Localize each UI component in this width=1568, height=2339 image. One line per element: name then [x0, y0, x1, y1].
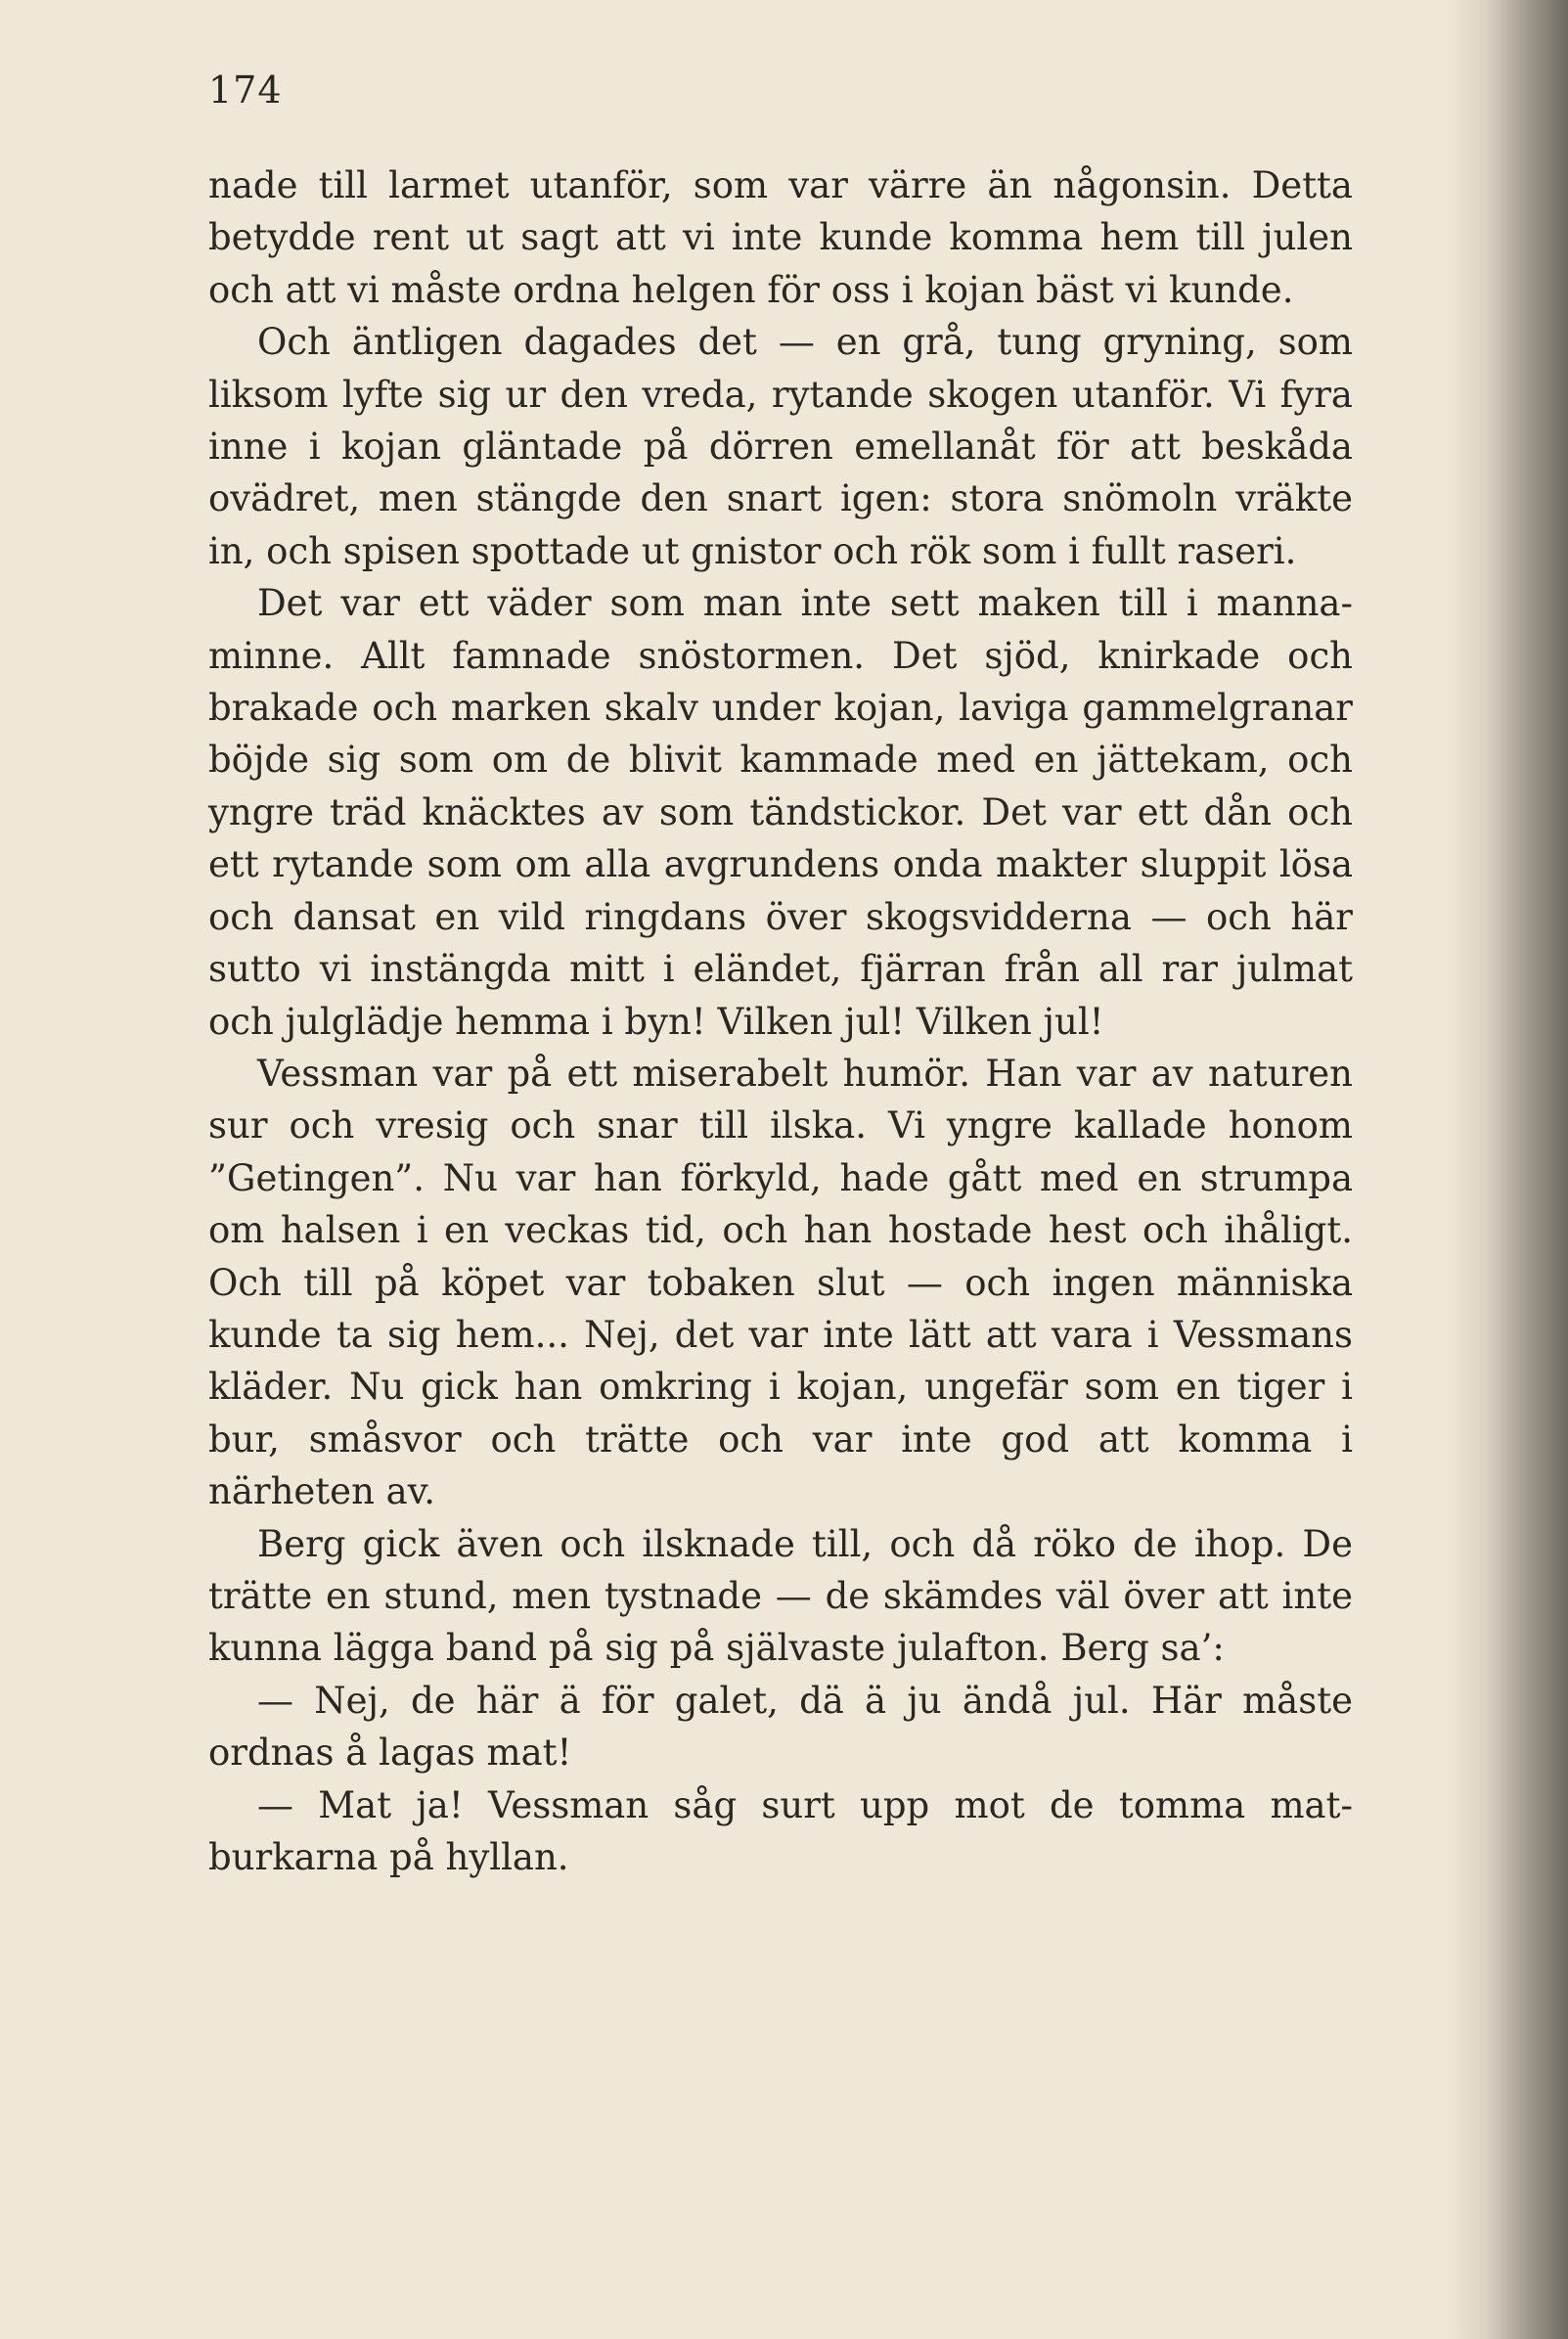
paragraph-6: — Nej, de här ä för galet, dä ä ju ändå jul. Här måste ordnas å lagas mat! [208, 1679, 1353, 1775]
paragraph-1: nade till larmet utanför, som var värre än någonsin. Detta betydde rent ut sagt att vi inte kunde komma hem till julen och att vi måste ordna helgen för oss i kojan bäst vi kunde. [208, 164, 1353, 311]
paragraph-2: Och äntligen dagades det — en grå, tung gryning, som liksom lyfte sig ur den vreda, rytande skogen utanför. Vi fyra inne i kojan gläntade på dörren emellanåt för att beskåda ovädret, men stängde den snart igen: stora snömoln vräkte in, och spisen spottade ut gnistor och rök som i fullt raseri. [208, 321, 1353, 572]
paragraph-7: — Mat ja! Vessman såg surt upp mot de tomma matburkarna på hyllan. [208, 1783, 1353, 1878]
body-text [208, 159, 1353, 1883]
paragraph-4: Vessman var på ett miserabelt humör. Han var av naturen sur och vresig och snar till ilska. Vi yngre kallade honom ”Getingen”. Nu var han förkyld, hade gått med en strumpa om halsen i en veckas tid, och han hostade hest och ihåligt. Och till på köpet var tobaken slut — och ingen människa kunde ta sig hem... Nej, det var inte lätt att vara i Vessmans kläder. Nu gick han omkring i kojan, ungefär som en tiger i bur, småsvor och trätte och var inte god att komma i närheten av. [208, 1052, 1353, 1513]
paragraph-3: Det var ett väder som man inte sett maken till i mannaminne. Allt famnade snöstormen. Det sjöd, knirkade och brakade och marken skalv under kojan, laviga gammelgranar böjde sig som om de blivit kammade med en jättekam, och yngre träd knäcktes av som tändstickor. Det var ett dån och ett rytande som om alla avgrundens onda makter sluppit lösa och dansat en vild ringdans över skogsvidderna — och här sutto vi instängda mitt i eländet, fjärran från all rar julmat och julglädje hemma i byn! Vilken jul! Vilken jul! [208, 582, 1353, 1043]
page-number: 174 [208, 68, 283, 112]
paragraph-5: Berg gick även och ilsknade till, och då röko de ihop. De trätte en stund, men tystnade — de skämdes väl över att inte kunna lägga band på sig på självaste julafton. Berg sa’: [208, 1522, 1353, 1670]
